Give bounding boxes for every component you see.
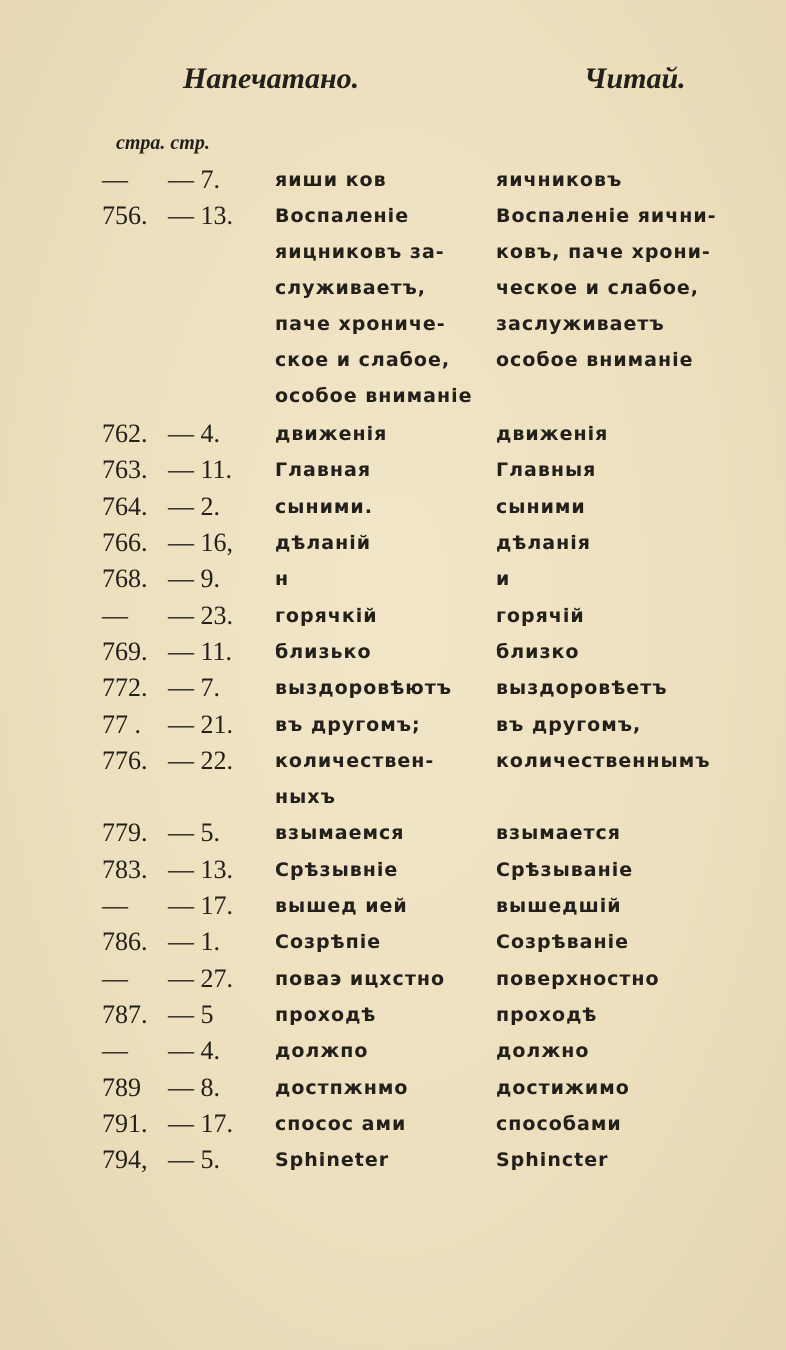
printed-text-line: въ другомъ; [275,713,421,736]
corrected-text [496,924,786,960]
printed-text [275,561,511,597]
printed-text-line: н [275,568,290,591]
corrected-text-line: Sphincter [496,1149,609,1172]
page-number: 768. [102,564,148,594]
errata-row [0,416,786,452]
printed-text-line: дѣланій [275,532,372,554]
errata-row [0,670,786,706]
line-number: — 21. [168,709,233,739]
page-number: 783. [102,854,148,884]
page-number: 787. [102,999,148,1029]
printed-text [275,198,511,414]
line-number: — 11. [168,636,233,666]
line-number: — 16, [168,528,233,557]
errata-row [0,1106,786,1142]
printed-text-line: паче хрониче- [275,313,446,336]
printed-text-line: Созрѣпіе [275,931,382,954]
errata-row [0,525,786,561]
errata-row [0,1142,786,1178]
printed-text [275,634,511,670]
corrected-text [496,1033,786,1069]
corrected-text [496,489,786,525]
line-number: — 1. [168,927,220,957]
page-number: — [102,1036,128,1066]
page-number: — [102,891,128,920]
corrected-text-line: особое вниманіе [496,349,694,372]
printed-text [275,162,511,198]
printed-text [275,1106,511,1142]
printed-text-line: движенія [275,423,388,446]
errata-row [0,707,786,743]
printed-text-line: проходѣ [275,1003,377,1026]
printed-text [275,416,511,452]
line-number: — 5. [168,1145,220,1175]
printed-text-line: вышед ией [275,895,408,917]
printed-text [275,888,511,924]
line-number: — 13. [168,854,233,884]
corrected-text [496,1142,786,1178]
corrected-text-line: ковъ, паче хрони- [496,241,711,264]
printed-text [275,452,511,488]
printed-text-line: количествен- [275,749,435,772]
corrected-text-line: Главныя [496,459,597,482]
corrected-text [496,598,786,634]
corrected-text-line: Воспаленіе яични- [496,205,717,228]
corrected-text-line: въ другомъ, [496,713,642,736]
printed-text-line: яиши ков [275,169,387,191]
printed-text [275,815,511,851]
printed-text-line: сыними. [275,495,373,518]
errata-row [0,961,786,997]
corrected-text [496,561,786,597]
corrected-text [496,670,786,706]
printed-text-line: взымаемся [275,822,405,845]
printed-text-line: достпжнмо [275,1076,409,1099]
printed-text-line: Воспаленіе [275,205,410,228]
page-number: 764. [102,491,148,521]
errata-row [0,815,786,851]
printed-text-line: близько [275,640,372,663]
printed-text-line: яицниковъ за- [275,241,445,264]
corrected-text-line: заслуживаетъ [496,313,665,336]
line-number: — 9. [168,564,220,594]
printed-text-line: служиваетъ, [275,277,427,300]
printed-text [275,1142,511,1178]
page-number: — [102,963,128,993]
corrected-text-line: количественнымъ [496,749,711,772]
printed-text [275,489,511,525]
printed-text [275,525,511,561]
page-number: 786. [102,927,148,957]
errata-row [0,598,786,634]
printed-text-line: горячкій [275,604,378,627]
corrected-text-line: вышедшій [496,895,622,917]
errata-row [0,1033,786,1069]
line-number: — 23. [168,600,233,630]
printed-text-line: Sphineter [275,1149,390,1172]
line-number: — 4. [168,419,220,449]
header-read: Читай. [584,62,686,95]
errata-row [0,489,786,525]
page-number: — [102,165,128,194]
corrected-text-line: движенія [496,423,609,446]
printed-text-line: спосос ами [275,1112,407,1135]
printed-text [275,997,511,1033]
line-number: — 5. [168,818,220,848]
page-number: 762. [102,419,148,449]
line-number: — 17. [168,1108,233,1138]
corrected-text [496,1070,786,1106]
printed-text-line: ское и слабое, [275,349,451,372]
page-number: 789 [102,1072,141,1102]
printed-text-line: ныхъ [275,785,336,808]
corrected-text [496,997,786,1033]
errata-row [0,888,786,924]
line-number: — 2. [168,491,220,521]
line-number: — 27. [168,963,233,993]
line-number: — 22. [168,745,233,775]
errata-row [0,198,786,416]
line-number: — 5 [168,999,214,1029]
corrected-text-line: Созрѣваніе [496,931,629,954]
corrected-text-line: яичниковъ [496,169,623,191]
printed-text [275,1070,511,1106]
corrected-text [496,162,786,198]
page-number: 77 . [102,709,141,739]
printed-text [275,670,511,706]
line-number: — 13. [168,201,233,231]
corrected-text [496,743,786,779]
printed-text-line: Главная [275,459,372,482]
corrected-text-line: выздоровѣетъ [496,677,668,700]
column-subheader: стра. стр. [116,132,210,154]
line-number: — 8. [168,1072,220,1102]
line-number: — 17. [168,891,233,920]
corrected-text-line: горячій [496,604,585,627]
errata-row [0,924,786,960]
errata-row [0,743,786,816]
line-number: — 4. [168,1036,220,1066]
printed-text-line: должпо [275,1040,369,1063]
line-number: — 7. [168,673,220,703]
printed-text-line: поваэ ицхстно [275,967,446,990]
corrected-text-line: Срѣзываніе [496,858,634,881]
printed-text [275,598,511,634]
corrected-text-line: взымается [496,822,621,845]
errata-row [0,452,786,488]
errata-row [0,561,786,597]
page-number: 769. [102,636,148,666]
page-number: 794, [102,1145,148,1175]
corrected-text-line: способами [496,1112,622,1135]
corrected-text-line: поверхностно [496,967,660,990]
printed-text [275,707,511,743]
printed-text-line: Срѣзывніе [275,858,399,881]
page-number: 766. [102,528,148,557]
corrected-text [496,416,786,452]
printed-text [275,961,511,997]
printed-text [275,1033,511,1069]
corrected-text-line: сыними [496,495,586,518]
corrected-text-line: близко [496,640,580,663]
page-number: 756. [102,201,148,231]
header-printed: Напечатано. [183,62,360,95]
corrected-text-line: достижимо [496,1076,630,1099]
errata-row [0,852,786,888]
page-number: 791. [102,1108,148,1138]
printed-text [275,924,511,960]
page-number: 776. [102,745,148,775]
corrected-text [496,852,786,888]
corrected-text-line: должно [496,1040,590,1063]
line-number: — 11. [168,455,233,485]
printed-text [275,743,511,815]
page-number: 772. [102,673,148,703]
page-number: — [102,600,128,630]
errata-row [0,1070,786,1106]
corrected-text [496,815,786,851]
corrected-text [496,888,786,924]
corrected-text [496,198,786,378]
corrected-text-line: ческое и слабое, [496,277,699,300]
errata-row [0,997,786,1033]
corrected-text [496,634,786,670]
line-number: — 7. [168,165,220,194]
printed-text-line: особое вниманіе [275,385,473,408]
printed-text-line: выздоровѣютъ [275,677,453,700]
corrected-text-line: проходѣ [496,1003,598,1026]
corrected-text [496,961,786,997]
corrected-text-line: дѣланія [496,532,591,554]
corrected-text [496,525,786,561]
corrected-text [496,452,786,488]
page-number: 779. [102,818,148,848]
corrected-text [496,707,786,743]
page-number: 763. [102,455,148,485]
errata-row [0,634,786,670]
corrected-text-line: и [496,568,511,591]
errata-row [0,162,786,198]
corrected-text [496,1106,786,1142]
printed-text [275,852,511,888]
